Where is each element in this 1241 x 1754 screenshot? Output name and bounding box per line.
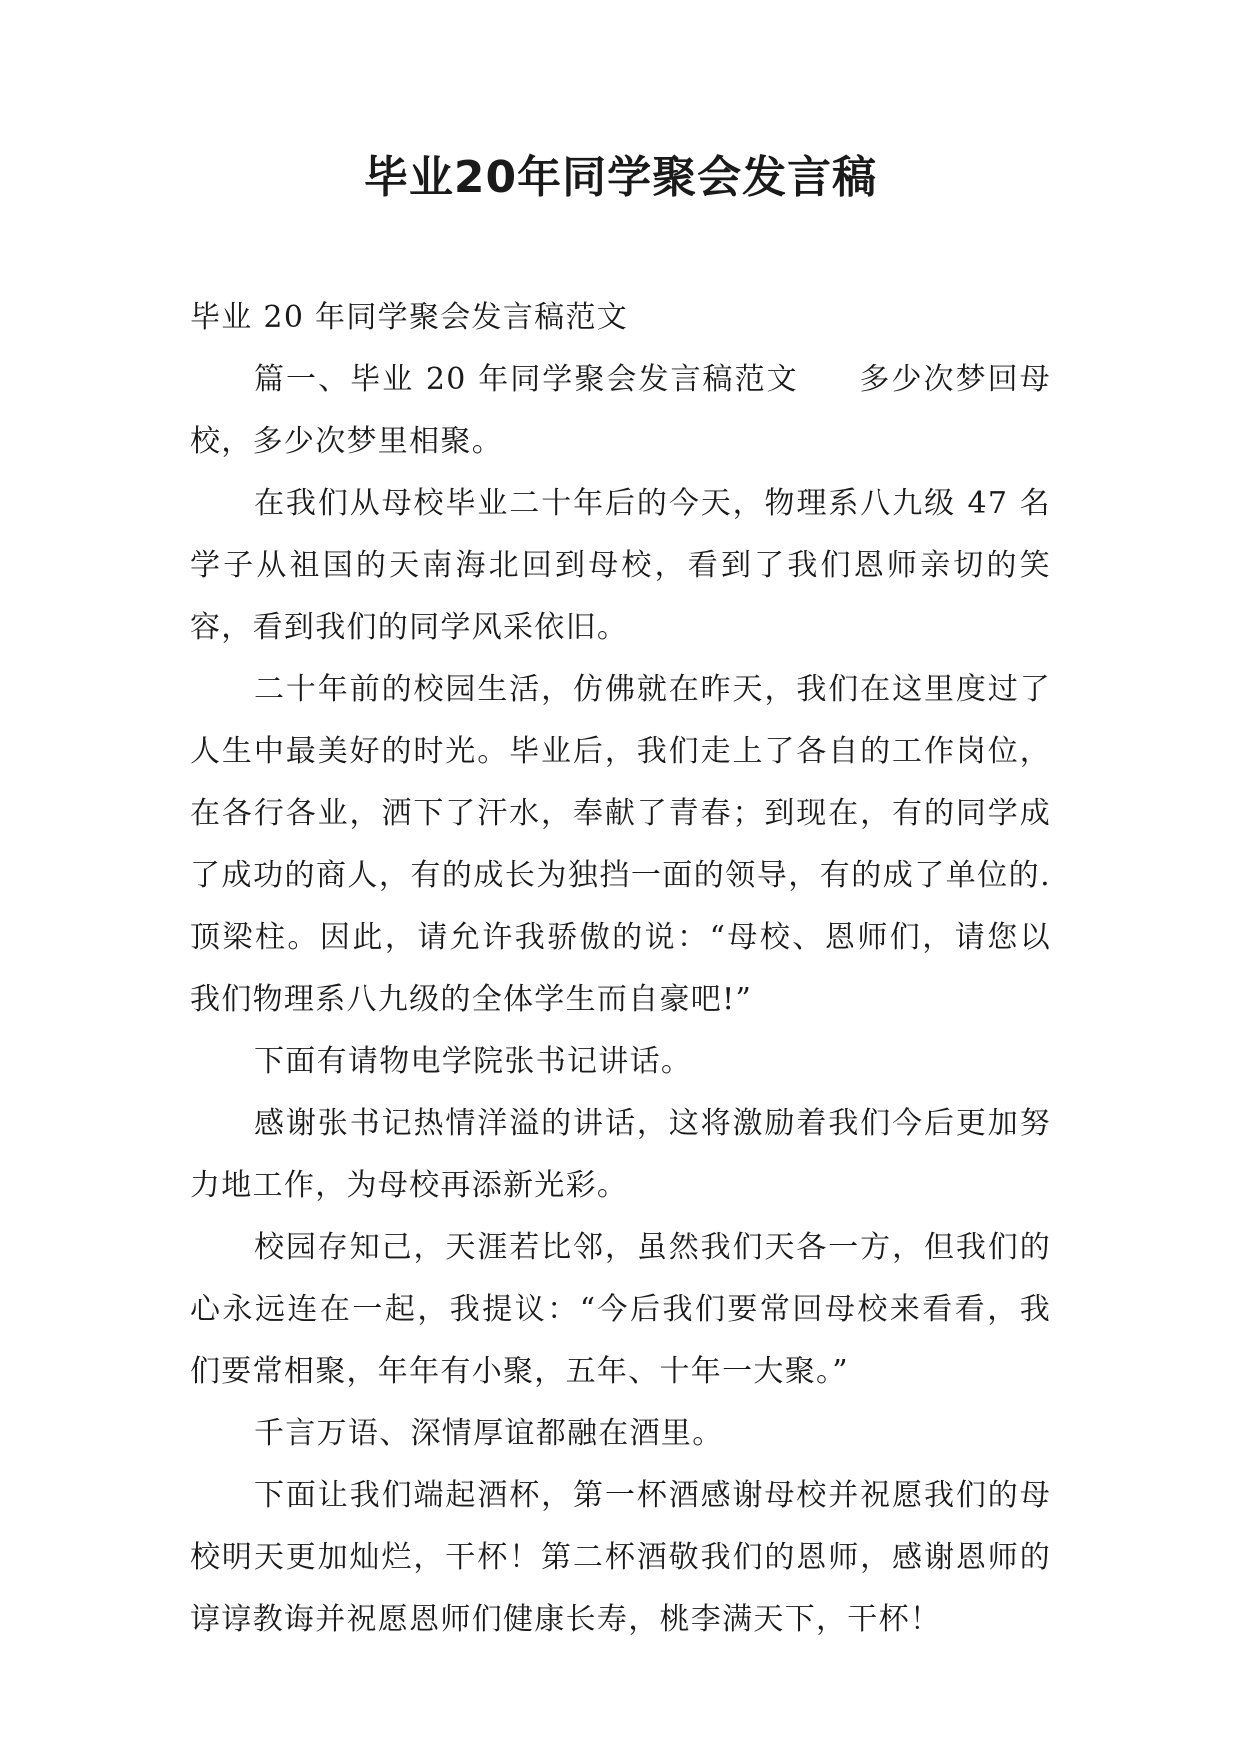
paragraph: 下面让我们端起酒杯，第一杯酒感谢母校并祝愿我们的母校明天更加灿烂，干杯！第二杯酒敬我们的恩师，感谢恩师的谆谆教诲并祝愿恩师们健康长寿，桃李满天下，干杯！	[190, 1478, 1051, 1637]
paragraph: 感谢张书记热情洋溢的讲话，这将激励着我们今后更加努力地工作，为母校再添新光彩。	[190, 1106, 1051, 1203]
paragraph: 在我们从母校毕业二十年后的今天，物理系八九级 47 名学子从祖国的天南海北回到母校，看到了我们恩师亲切的笑容，看到我们的同学风采依旧。	[190, 486, 1051, 645]
paragraph: 校园存知己，天涯若比邻，虽然我们天各一方，但我们的心永远连在一起，我提议：“今后我们要常回母校来看看，我们要常相聚，年年有小聚，五年、十年一大聚。”	[190, 1230, 1051, 1389]
document-title: 毕业20年同学聚会发言稿	[363, 152, 878, 203]
paragraph: 下面有请物电学院张书记讲话。	[254, 1044, 693, 1079]
section-heading: 篇一、毕业 20 年同学聚会发言稿范文	[254, 362, 799, 397]
paragraph: 千言万语、深情厚谊都融在酒里。	[254, 1416, 724, 1451]
document-body	[190, 287, 1051, 1651]
paragraph-1-text: 多少次梦回母校，多少次梦里相聚。	[190, 362, 1051, 459]
document-subtitle: 毕业 20 年同学聚会发言稿范文	[190, 300, 629, 335]
paragraph: 二十年前的校园生活，仿佛就在昨天，我们在这里度过了人生中最美好的时光。毕业后，我们走上了各自的工作岗位，在各行各业，洒下了汗水，奉献了青春；到现在，有的同学成了成功的商人，有的成长为独挡一面的领导，有的成了单位的.顶梁柱。因此，请允许我骄傲的说：“母校、恩师们，请您以我们物理系八九级的全体学生而自豪吧!”	[190, 672, 1051, 1017]
paragraph-intro	[190, 349, 1051, 473]
